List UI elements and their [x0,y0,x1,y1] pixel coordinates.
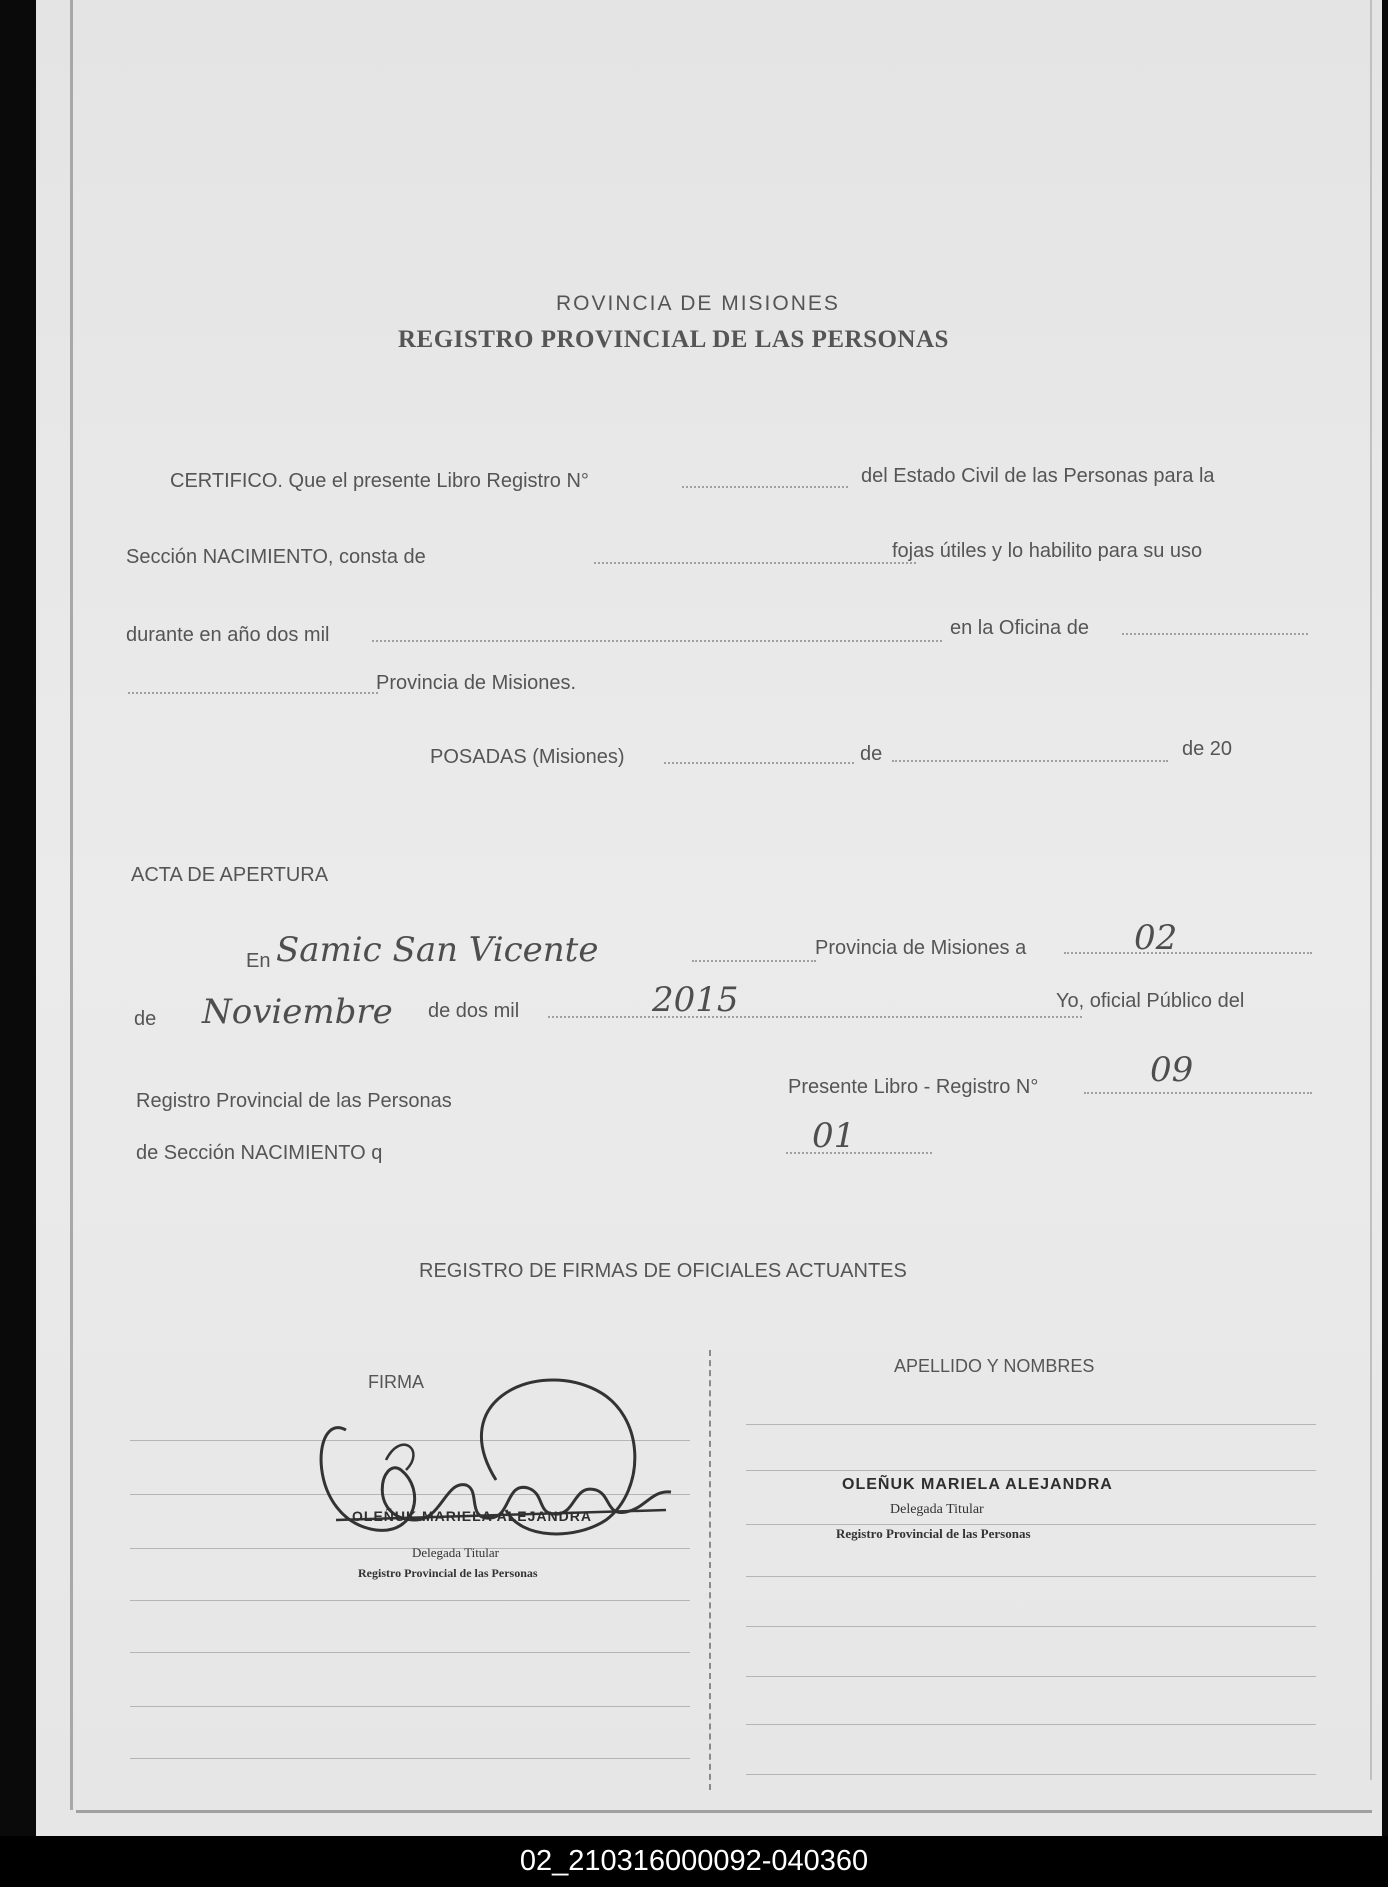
cert-line3-end: en la Oficina de [950,617,1089,639]
signature-line [130,1758,690,1759]
signature-line [130,1706,690,1707]
dotted-blank [1064,952,1312,954]
dotted-blank [1122,633,1308,635]
acta-day-handwritten: 02 [1134,918,1178,958]
col-firma-header: FIRMA [368,1372,424,1392]
acta-place-handwritten: Samic San Vicente [276,930,599,970]
acta-registro: Registro Provincial de las Personas [136,1090,452,1112]
scan-id-footer: 02_210316000092-040360 [0,1836,1388,1887]
cert-line5-place: POSADAS (Misiones) [430,746,625,768]
page-border-left [70,0,73,1810]
acta-book-number-handwritten: 09 [1150,1050,1194,1090]
cert-line5-de: de [860,743,883,765]
page-border-bottom [76,1810,1372,1813]
acta-en: En [246,950,271,972]
left-stamp-org: Registro Provincial de las Personas [358,1566,538,1580]
acta-title: ACTA DE APERTURA [131,864,329,886]
cert-line1-end: del Estado Civil de las Personas para la [861,465,1215,487]
right-stamp-role: Delegada Titular [890,1502,984,1517]
dotted-blank [1084,1092,1312,1094]
dotted-blank [594,562,916,564]
name-line [746,1524,1316,1525]
acta-seccion: de Sección NACIMIENTO q [136,1142,383,1164]
acta-dos-mil: de dos mil [428,1000,520,1022]
dotted-blank [664,762,854,764]
dotted-blank [682,486,848,488]
handwritten-signature [306,1370,686,1560]
name-line [746,1470,1316,1471]
col-nombres-header: APELLIDO Y NOMBRES [894,1356,1095,1376]
acta-presente: Presente Libro - Registro N° [788,1076,1039,1098]
name-line [746,1724,1316,1725]
header-province: ROVINCIA DE MISIONES [556,292,840,315]
column-divider [709,1350,713,1790]
cert-line2-start: Sección NACIMIENTO, consta de [126,546,426,568]
dotted-blank [548,1016,1082,1018]
dotted-blank [128,692,378,694]
dotted-blank [692,960,816,962]
header-registry: REGISTRO PROVINCIAL DE LAS PERSONAS [398,326,949,353]
acta-provincia: Provincia de Misiones a [815,937,1027,959]
right-stamp-name: OLEÑUK MARIELA ALEJANDRA [842,1476,1113,1493]
name-line [746,1576,1316,1577]
signature-line [130,1600,690,1601]
cert-line3-start: durante en año dos mil [126,624,330,646]
dotted-blank [372,640,942,642]
acta-de: de [134,1008,157,1030]
acta-folio-handwritten: 01 [812,1116,856,1156]
name-line [746,1626,1316,1627]
acta-oficial: Yo, oficial Público del [1056,990,1245,1012]
name-line [746,1424,1316,1425]
left-stamp-name: OLEÑUK MARIELA ALEJANDRA [352,1508,592,1524]
page-border-right [1370,0,1372,1780]
signature-line [130,1652,690,1653]
acta-month-handwritten: Noviembre [202,992,393,1032]
dotted-blank [786,1152,932,1154]
right-stamp-org: Registro Provincial de las Personas [836,1526,1031,1541]
cert-line1-start: CERTIFICO. Que el presente Libro Registro N° [170,470,589,492]
cert-line5-year: de 20 [1182,738,1233,760]
name-line [746,1676,1316,1677]
document-page [36,0,1382,1836]
firmas-title: REGISTRO DE FIRMAS DE OFICIALES ACTUANTES [419,1260,907,1282]
cert-line2-end: fojas útiles y lo habilito para su uso [892,540,1203,562]
name-line [746,1774,1316,1775]
dotted-blank [892,760,1168,762]
left-stamp-role: Delegada Titular [412,1545,500,1560]
acta-year-handwritten: 2015 [652,980,739,1020]
cert-line4: Provincia de Misiones. [376,672,577,694]
